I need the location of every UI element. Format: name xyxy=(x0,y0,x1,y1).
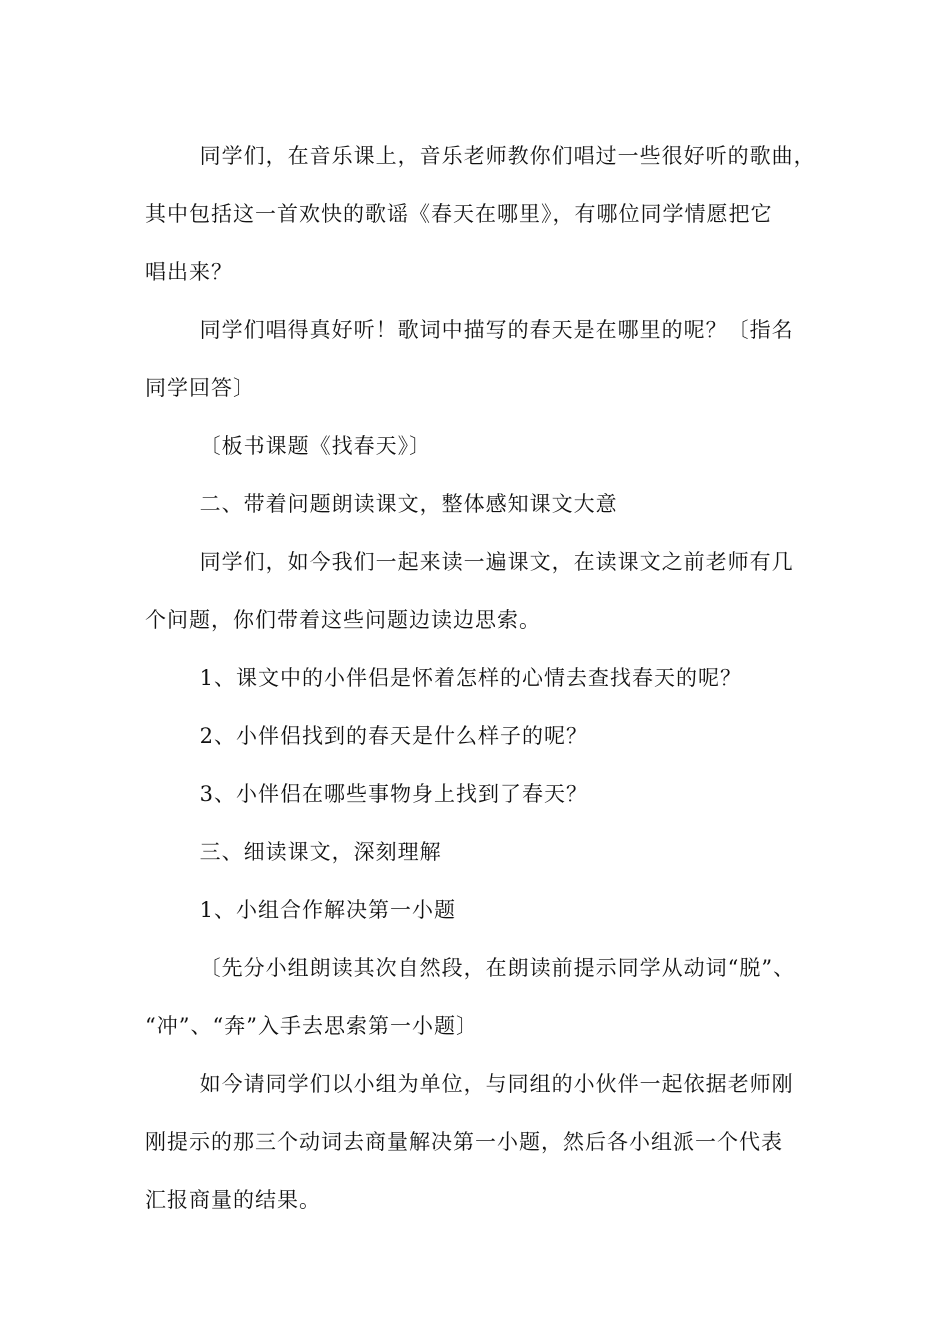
text-line: 〔先分小组朗读其次自然段，在朗读前提示同学从动词“脱”、 xyxy=(199,956,796,980)
paragraph-group-reading-note xyxy=(145,939,835,1055)
text-line: 个问题，你们带着这些问题边读边思索。 xyxy=(145,608,541,632)
paragraph-board-title xyxy=(145,417,835,475)
text-line: 同学回答〕 xyxy=(145,376,255,400)
paragraph-lyrics-question xyxy=(145,301,835,417)
text-line: 刚提示的那三个动词去商量解决第一小题，然后各小组派一个代表 xyxy=(145,1130,783,1154)
paragraph-group-discussion xyxy=(145,1055,835,1229)
question-item-2 xyxy=(145,707,835,765)
section-heading-3 xyxy=(145,823,835,881)
text-line: 同学们，如今我们一起来读一遍课文，在读课文之前老师有几 xyxy=(199,550,794,574)
question-item-1 xyxy=(145,649,835,707)
sub-heading-group-work xyxy=(145,881,835,939)
text-line: 唱出来？ xyxy=(145,260,233,284)
text-line: 3、小伴侣在哪些事物身上找到了春天？ xyxy=(199,782,588,806)
text-line: 二、带着问题朗读课文，整体感知课文大意 xyxy=(199,492,618,516)
paragraph-read-text xyxy=(145,533,835,649)
paragraph-music-class xyxy=(145,127,835,301)
text-line: 〔板书课题《找春天》〕 xyxy=(199,434,432,458)
text-line: 同学们唱得真好听！歌词中描写的春天是在哪里的呢？〔指名 xyxy=(199,318,794,342)
text-line: 汇报商量的结果。 xyxy=(145,1188,321,1212)
text-line: 三、细读课文，深刻理解 xyxy=(199,840,442,864)
document-body xyxy=(145,127,835,1229)
text-line: 2、小伴侣找到的春天是什么样子的呢？ xyxy=(199,724,588,748)
text-line: 如今请同学们以小组为单位，与同组的小伙伴一起依据老师刚 xyxy=(199,1072,794,1096)
text-line: “冲”、“奔”入手去思索第一小题〕 xyxy=(145,1014,478,1038)
text-line: 同学们，在音乐课上，音乐老师教你们唱过一些很好听的歌曲， xyxy=(199,144,816,168)
section-heading-2 xyxy=(145,475,835,533)
text-line: 1、课文中的小伴侣是怀着怎样的心情去查找春天的呢？ xyxy=(199,666,742,690)
text-line: 1、小组合作解决第一小题 xyxy=(199,898,456,922)
text-line: 其中包括这一首欢快的歌谣《春天在哪里》，有哪位同学情愿把它 xyxy=(145,202,773,226)
question-item-3 xyxy=(145,765,835,823)
